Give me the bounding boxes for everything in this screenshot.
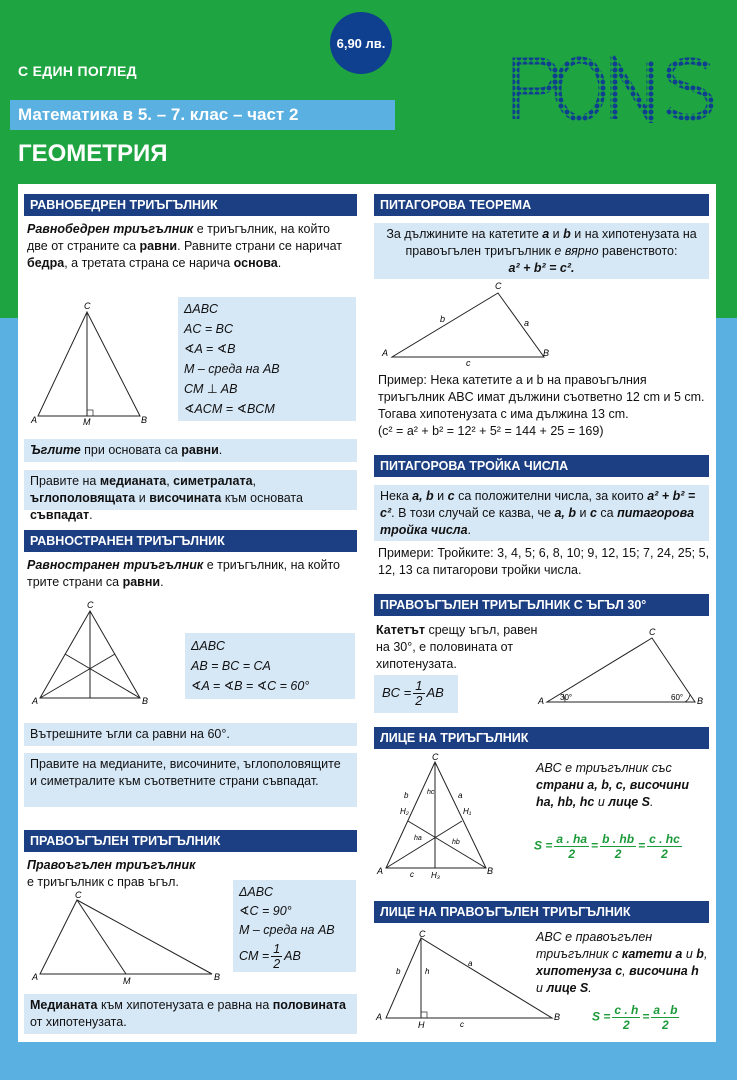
page-title: ГЕОМЕТРИЯ	[18, 140, 168, 167]
right-triangle-heading: ПРАВОЪГЪЛЕН ТРИЪГЪЛНИК	[24, 830, 357, 852]
side-b: b	[440, 314, 446, 324]
label-c: C	[432, 752, 439, 762]
label-c: C	[649, 627, 656, 637]
side-a: a	[468, 959, 473, 968]
side-h: h	[425, 967, 430, 976]
right30-heading: ПРАВОЪГЪЛЕН ТРИЪГЪЛНИК С ЪГЪЛ 30°	[374, 594, 709, 616]
label-a: A	[376, 1012, 383, 1022]
angle-60-label: 60°	[671, 693, 684, 702]
label-c: C	[87, 600, 94, 610]
label-b: B	[543, 348, 550, 358]
equilateral-note-lines: Правите на медианите, височините, ъглополовящите и симетралите към съответните страни съвпадат.	[24, 753, 357, 807]
label-ha: ha	[414, 835, 422, 842]
label-h1: H₁	[463, 807, 472, 816]
label-m: M	[123, 976, 131, 984]
label-c: C	[84, 301, 91, 311]
equilateral-definition: Равностранен триъгълник е триъгълник, на който трите страни са равни.	[27, 558, 340, 589]
pythagoras-statement: За дължините на катетите a и b и на хипотенузата на правоъгълен триъгълник е вярно равенството: a² + b² = c².	[374, 223, 709, 279]
side-c: c	[410, 870, 414, 879]
right30-formula: BC = $\frac{1}{2}$ AB	[374, 675, 458, 713]
label-c: C	[75, 890, 82, 900]
price-badge: 6,90 лв.	[330, 12, 392, 74]
side-a: a	[458, 791, 463, 800]
right-triangle-figure	[30, 888, 222, 984]
median-formula: CM = $\frac{1}{2}$ AB	[239, 942, 301, 971]
label-b: B	[554, 1012, 561, 1022]
isosceles-properties: ΔABC AC = BC ∢A = ∢B M – среда на AB CM ⊥ AB ∢ACM = ∢BCM	[178, 297, 356, 421]
pythagoras-equation: a² + b² = c².	[508, 261, 575, 275]
angle-30-label: 30°	[560, 693, 573, 702]
label-hc: hc	[427, 789, 435, 796]
right-triangle-properties: ΔABC ∢C = 90° M – среда на AB CM = $\frac{1}{2}$ AB	[233, 880, 356, 972]
label-a: A	[538, 696, 545, 706]
series-label: С ЕДИН ПОГЛЕД	[18, 63, 137, 79]
label-a: A	[32, 972, 39, 982]
equilateral-note-angles: Вътрешните ъгли са равни на 60°.	[24, 723, 357, 746]
label-m: M	[83, 417, 91, 427]
area-formula: S = $\frac{a . ha}{2}$ = $\frac{b . hb}{2}$ = $\frac{c . hc}{2}$	[534, 832, 680, 861]
side-b: b	[404, 791, 409, 800]
right30-text: Катетът срещу ъгъл, равен на 30°, е половината от хипотенузата.	[376, 623, 538, 671]
area-right-figure	[374, 928, 562, 1033]
label-b: B	[697, 696, 704, 706]
triple-examples: Примери: Тройките: 3, 4, 5; 6, 8, 10; 9, 12, 15; 7, 24, 25; 5, 12, 13 са питагорови тройки числа.	[378, 546, 710, 577]
label-a: A	[31, 415, 38, 425]
label-c: C	[419, 929, 426, 939]
isosceles-definition: Равнобедрен триъгълник е триъгълник, на който две от страните са равни. Равните страни се наричат бедра, а третата страна се нарича основа.	[27, 222, 343, 270]
area-right-heading: ЛИЦЕ НА ПРАВОЪГЪЛЕН ТРИЪГЪЛНИК	[374, 901, 709, 923]
label-h2: H₂	[400, 807, 409, 816]
label-a: A	[32, 696, 39, 706]
subject-bar: Математика в 5. – 7. клас – част 2	[10, 100, 395, 130]
label-b: B	[214, 972, 221, 982]
right-triangle-definition: Правоъгълен триъгълник е триъгълник с прав ъгъл.	[27, 858, 196, 889]
triple-heading: ПИТАГОРОВА ТРОЙКА ЧИСЛА	[374, 455, 709, 477]
label-a: A	[382, 348, 389, 358]
label-c: C	[495, 281, 502, 291]
label-hb: hb	[452, 839, 460, 846]
right-triangle-note: Медианата към хипотенузата е равна на половината от хипотенузата.	[24, 994, 357, 1034]
triple-definition: Нека a, b и c са положителни числа, за които a² + b² = c². В този случай се казва, че a, b и c са питагорова тройка числа.	[374, 485, 709, 541]
pythagoras-figure	[378, 280, 558, 366]
pythagoras-example: Пример: Нека катетите a и b на правоъгълния триъгълник ABC имат дължини съответно 12 cm и 5 cm. Тогава хипотенузата c има дължина 13 cm. (c² = a² + b² = 12² + 5² = 144 + 25 = 169)	[378, 373, 705, 438]
equilateral-heading: РАВНОСТРАНЕН ТРИЪГЪЛНИК	[24, 530, 357, 552]
label-b: B	[487, 866, 494, 876]
side-b: b	[396, 967, 401, 976]
area-text: ABC е триъгълник със страни a, b, c, височини ha, hb, hc и лице S.	[536, 761, 689, 809]
area-figure	[374, 752, 499, 882]
right30-figure	[535, 624, 711, 710]
label-b: B	[141, 415, 148, 425]
label-h: H	[418, 1020, 425, 1030]
pythagoras-heading: ПИТАГОРОВА ТЕОРЕМА	[374, 194, 709, 216]
label-h3: H₃	[431, 871, 440, 880]
side-c: c	[460, 1020, 464, 1029]
side-a: a	[524, 318, 530, 328]
area-heading: ЛИЦЕ НА ТРИЪГЪЛНИК	[374, 727, 709, 749]
isosceles-note-lines: Правите на медианата, симетралата, ъглополовящата и височината към основата съвпадат.	[24, 470, 357, 510]
label-b: B	[142, 696, 149, 706]
pons-logo	[510, 55, 720, 123]
equilateral-properties: ΔABC AB = BC = CA ∢A = ∢B = ∢C = 60°	[185, 633, 355, 699]
isosceles-note-angles: Ъглите при основата са равни.	[24, 439, 357, 462]
label-a: A	[377, 866, 384, 876]
equilateral-figure	[30, 598, 155, 710]
area-right-text: ABC е правоъгълен триъгълник с катети a и b, хипотенуза c, височина h и лице S.	[536, 930, 708, 995]
area-right-formula: S = $\frac{c . h}{2}$ = $\frac{a . b}{2}$	[592, 1003, 678, 1032]
isosceles-figure	[30, 300, 155, 428]
side-c: c	[466, 358, 471, 366]
isosceles-heading: РАВНОБЕДРЕН ТРИЪГЪЛНИК	[24, 194, 357, 216]
